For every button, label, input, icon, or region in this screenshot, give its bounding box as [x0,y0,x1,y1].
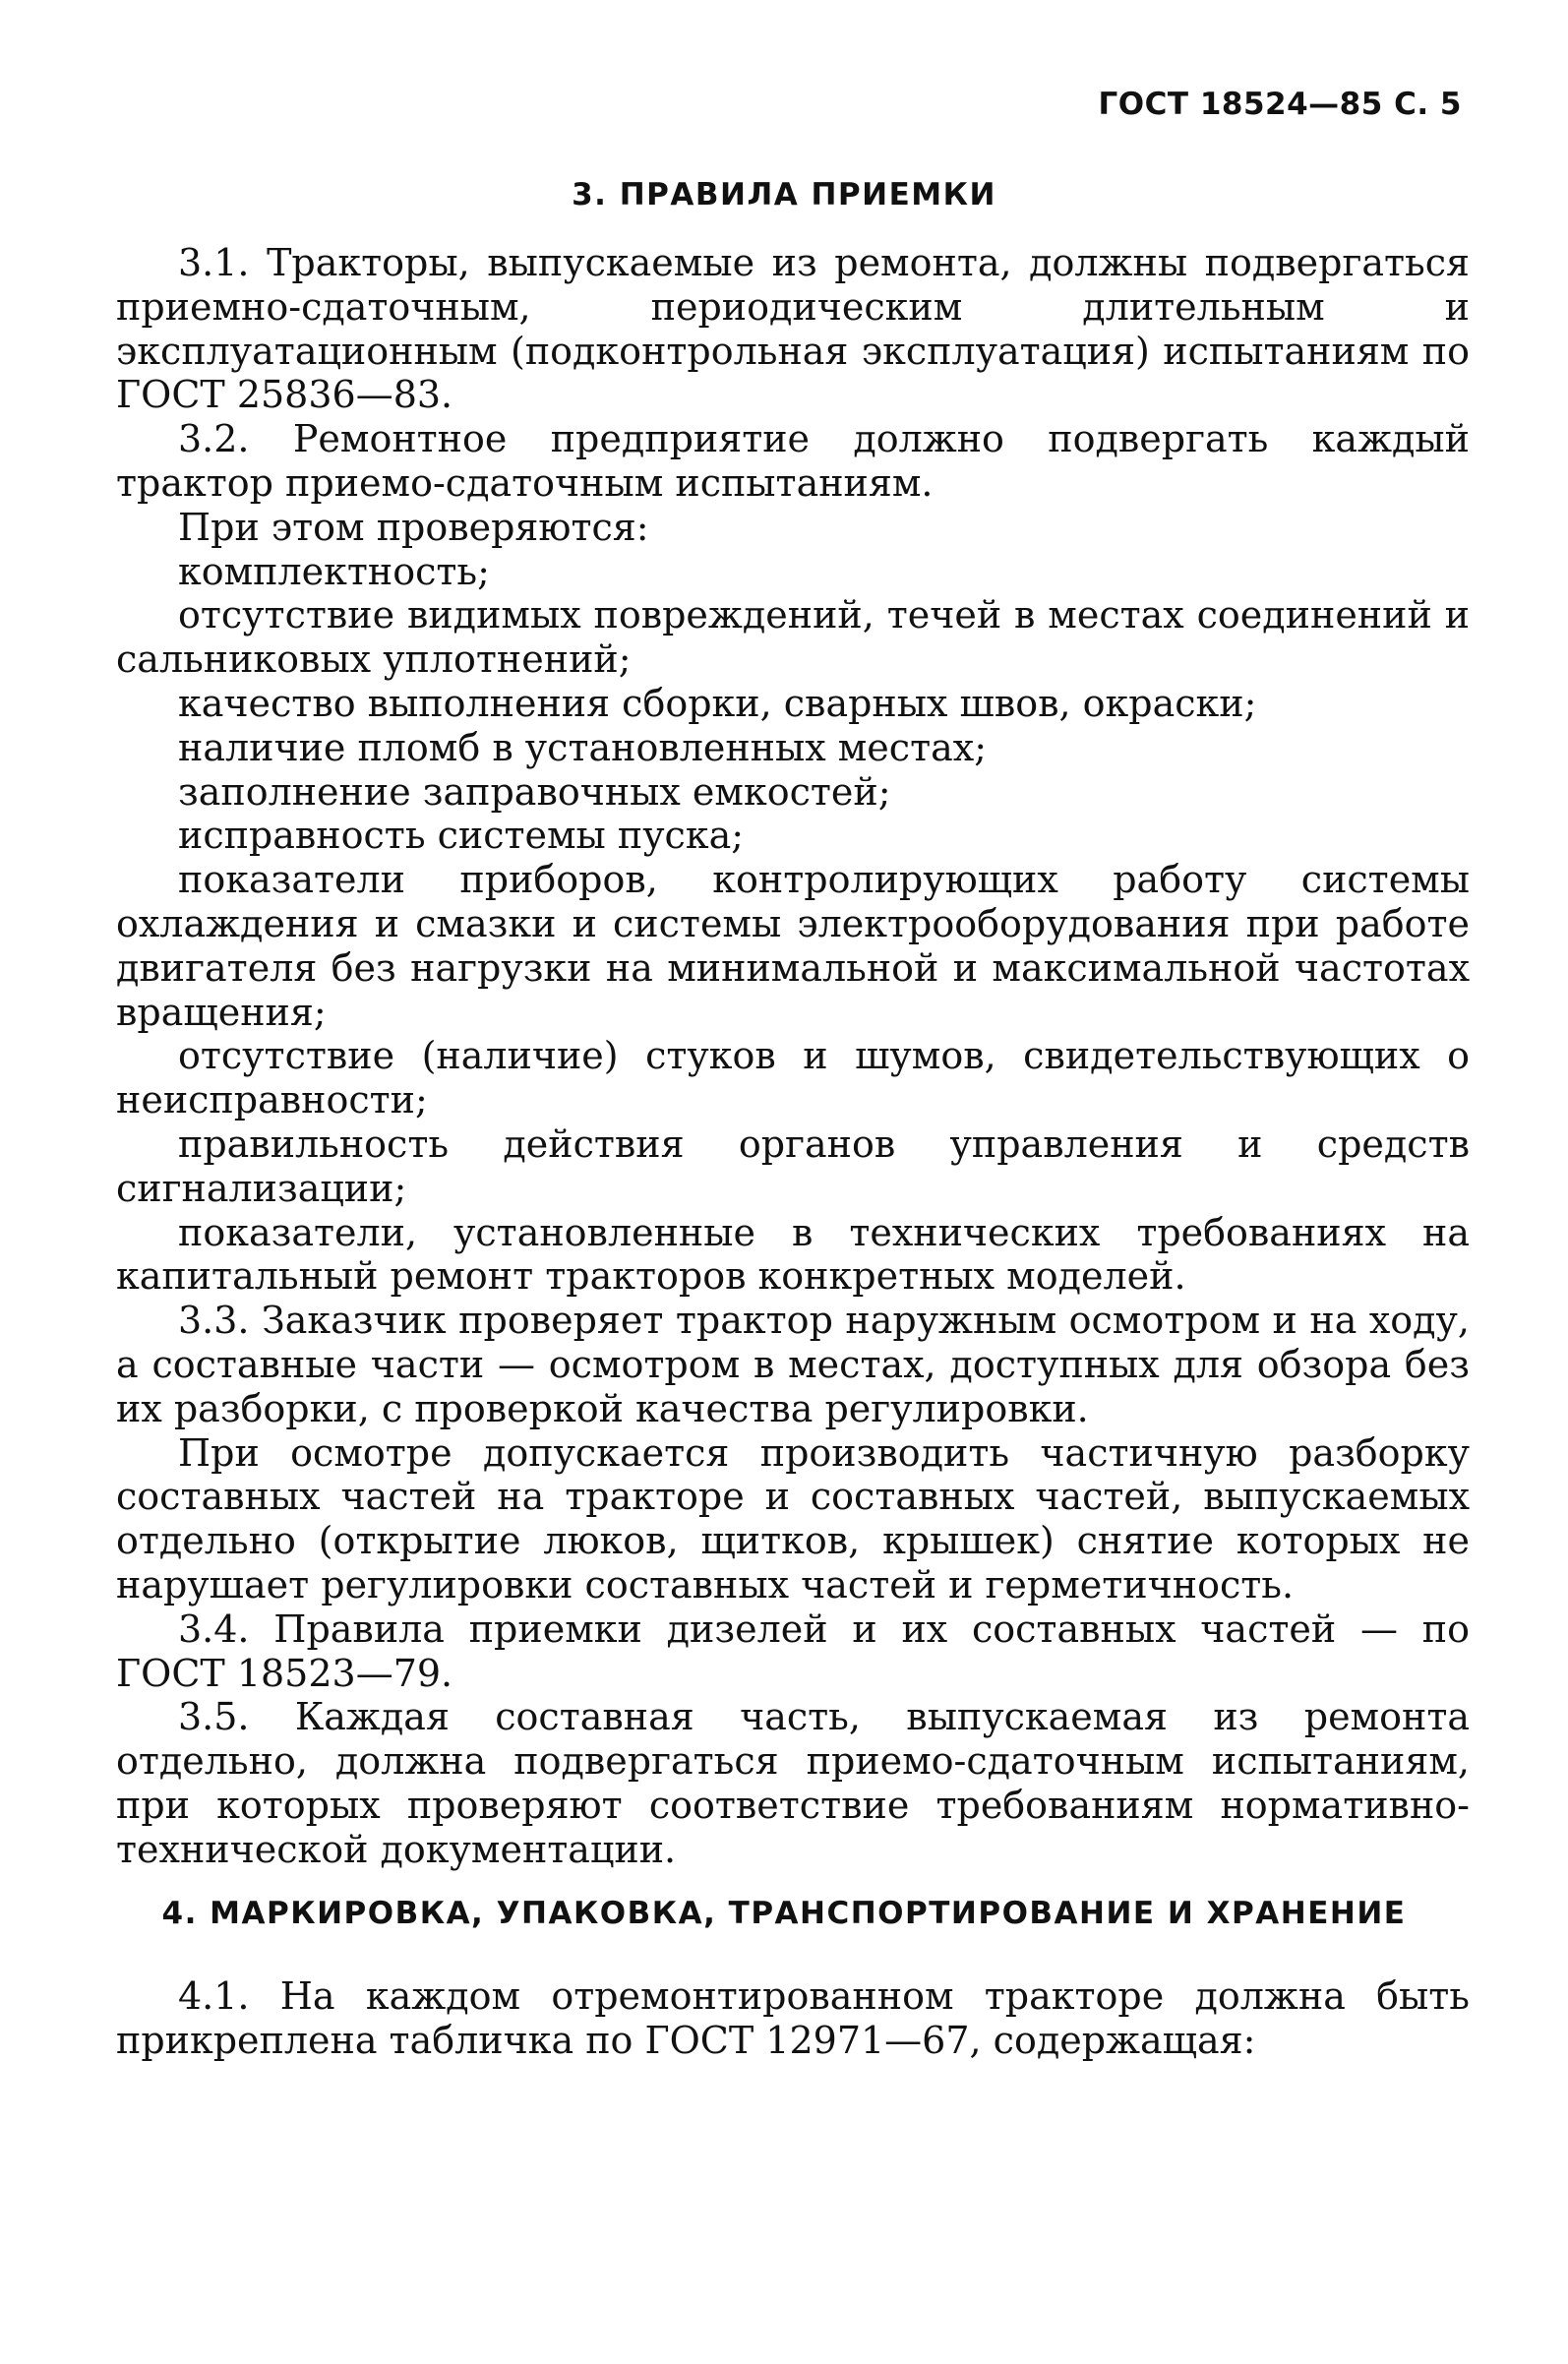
section-3-body [116,241,1470,1871]
check-item: наличие пломб в установленных местах; [178,725,987,769]
check-item: исправность системы пуска; [178,814,745,858]
check-item: правильность действия органов управления и средств сигнализации; [116,1121,1470,1210]
paragraph-3-3: 3.3. Заказчик проверяет трактор наружным осмотром и на ходу, а составные части — осмотром в местах, доступных для обзора без их разборки, с проверкой качества регулировки. [116,1299,1470,1430]
section-3-heading: 3. ПРАВИЛА ПРИЕМКИ [572,177,996,212]
checks-intro: При этом проверяются: [178,505,649,549]
paragraph-3-4: 3.4. Правила приемки дизелей и их составных частей — по ГОСТ 18523—79. [116,1606,1470,1695]
check-item: показатели, установленные в технических требованиях на капитальный ремонт тракторов конкретных моделей. [116,1210,1470,1299]
paragraph-3-5: 3.5. Каждая составная часть, выпускаемая из ремонта отдельно, должна подвергаться приемо-сдаточным испытаниям, при которых проверяют соответствие требованиям нормативно-технической документации. [116,1695,1470,1871]
check-item: отсутствие видимых повреждений, течей в местах соединений и сальниковых уплотнений; [116,593,1470,682]
paragraph-4-1: 4.1. На каждом отремонтированном тракторе должна быть прикреплена табличка по ГОСТ 12971—67, содержащая: [116,1974,1470,2062]
paragraph-3-3-inspection: При осмотре допускается производить частичную разборку составных частей на тракторе и составных частей, выпускаемых отдельно (открытие люков, щитков, крышек) снятие которых не нарушает регулировки составных частей и герметичность. [116,1430,1470,1606]
check-item: комплектность; [178,549,490,593]
paragraph-3-2: 3.2. Ремонтное предприятие должно подвергать каждый трактор приемо-сдаточным испытаниям. [116,417,1470,505]
page-header: ГОСТ 18524—85 С. 5 [1098,87,1462,122]
paragraph-3-1: 3.1. Тракторы, выпускаемые из ремонта, должны подвергаться приемно-сдаточным, периодическим длительным и эксплуатационным (подконтрольная эксплуатация) испытаниям по ГОСТ 25836—83. [116,241,1470,417]
section-4-heading: 4. МАРКИРОВКА, УПАКОВКА, ТРАНСПОРТИРОВАНИЕ И ХРАНЕНИЕ [161,1896,1407,1931]
check-item: показатели приборов, контролирующих работу системы охлаждения и смазки и системы электрооборудования при работе двигателя без нагрузки на минимальной и максимальной частотах вращения; [116,858,1470,1034]
check-item: отсутствие (наличие) стуков и шумов, свидетельствующих о неисправности; [116,1034,1470,1122]
section-4-body [116,1974,1470,2063]
check-item: заполнение заправочных емкостей; [178,769,891,814]
check-item: качество выполнения сборки, сварных швов, окраски; [178,681,1257,725]
